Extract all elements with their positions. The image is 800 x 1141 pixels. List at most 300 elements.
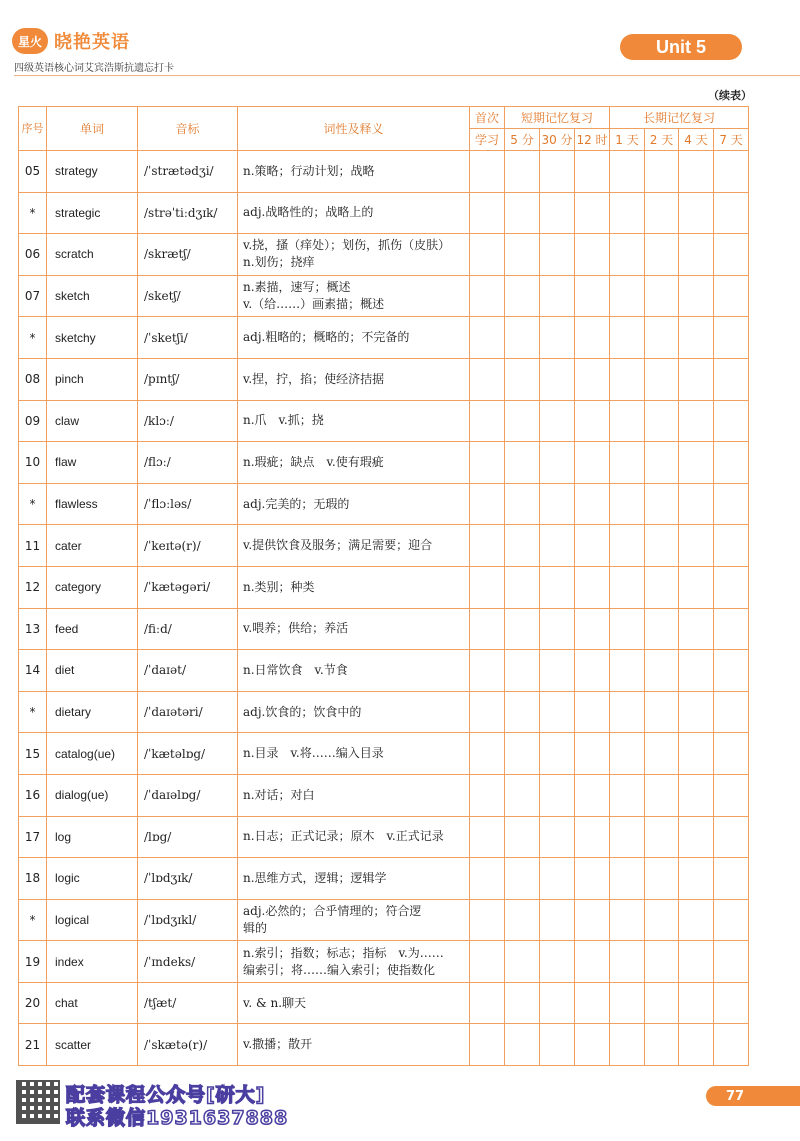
review-checkbox-cell <box>645 774 679 816</box>
word-number: * <box>19 192 47 234</box>
review-checkbox-cell <box>575 1024 610 1066</box>
table-row <box>19 442 749 484</box>
table-row <box>19 151 749 193</box>
table-row <box>19 650 749 692</box>
word-definition <box>238 151 470 193</box>
word-definition <box>238 442 470 484</box>
review-checkbox-cell <box>610 151 645 193</box>
review-checkbox-cell <box>610 525 645 567</box>
review-checkbox-cell <box>470 358 505 400</box>
word-definition <box>238 941 470 983</box>
definition-line: adj.完美的；无瑕的 <box>243 496 350 511</box>
brand-name: 晓艳英语 <box>54 32 130 53</box>
review-checkbox-cell <box>645 483 679 525</box>
word-phonetic: /ˈdaɪətəri/ <box>138 691 238 733</box>
definition-line: v. & n.聊天 <box>243 995 307 1010</box>
brand-logo: 星火 <box>12 28 48 54</box>
table-row <box>19 275 749 317</box>
word-text: catalog(ue) <box>47 733 138 775</box>
review-checkbox-cell <box>679 566 714 608</box>
word-text: logical <box>47 899 138 941</box>
review-checkbox-cell <box>679 483 714 525</box>
review-checkbox-cell <box>470 275 505 317</box>
word-text: flawless <box>47 483 138 525</box>
review-checkbox-cell <box>610 358 645 400</box>
review-checkbox-cell <box>470 816 505 858</box>
word-number: * <box>19 317 47 359</box>
word-text: cater <box>47 525 138 567</box>
review-checkbox-cell <box>679 151 714 193</box>
definition-line: n.瑕疵；缺点 v.使有瑕疵 <box>243 454 384 469</box>
word-phonetic: /pɪntʃ/ <box>138 358 238 400</box>
word-definition <box>238 400 470 442</box>
review-checkbox-cell <box>505 400 540 442</box>
review-checkbox-cell <box>575 234 610 276</box>
review-checkbox-cell <box>505 941 540 983</box>
vocabulary-table-body <box>19 151 749 1066</box>
word-phonetic: /ˈdaɪəlɒg/ <box>138 774 238 816</box>
review-checkbox-cell <box>714 483 749 525</box>
word-text: scatter <box>47 1024 138 1066</box>
footer-promo-line2: 联系微信1931637888 <box>66 1107 289 1129</box>
definition-line: adj.战略性的；战略上的 <box>243 205 374 220</box>
review-checkbox-cell <box>540 733 575 775</box>
col-long-term-header: 长期记忆复习 <box>610 107 749 129</box>
col-5min-header: 5 分 <box>505 129 540 151</box>
review-checkbox-cell <box>714 192 749 234</box>
word-phonetic: /ˈkætəlɒg/ <box>138 733 238 775</box>
col-1day-header: 1 天 <box>610 129 645 151</box>
table-row <box>19 317 749 359</box>
review-checkbox-cell <box>714 858 749 900</box>
review-checkbox-cell <box>540 1024 575 1066</box>
review-checkbox-cell <box>505 691 540 733</box>
review-checkbox-cell <box>679 941 714 983</box>
continued-label: （续表） <box>708 89 752 102</box>
table-row <box>19 774 749 816</box>
word-definition <box>238 982 470 1024</box>
review-checkbox-cell <box>575 982 610 1024</box>
review-checkbox-cell <box>714 358 749 400</box>
review-checkbox-cell <box>505 192 540 234</box>
review-checkbox-cell <box>679 1024 714 1066</box>
review-checkbox-cell <box>645 982 679 1024</box>
review-checkbox-cell <box>714 982 749 1024</box>
review-checkbox-cell <box>679 858 714 900</box>
review-checkbox-cell <box>505 774 540 816</box>
review-checkbox-cell <box>610 858 645 900</box>
review-checkbox-cell <box>505 317 540 359</box>
review-checkbox-cell <box>645 899 679 941</box>
word-definition <box>238 774 470 816</box>
review-checkbox-cell <box>679 691 714 733</box>
review-checkbox-cell <box>645 816 679 858</box>
review-checkbox-cell <box>610 566 645 608</box>
word-number: 20 <box>19 982 47 1024</box>
word-definition <box>238 858 470 900</box>
word-number: 05 <box>19 151 47 193</box>
review-checkbox-cell <box>610 275 645 317</box>
word-phonetic: /ˈkeɪtə(r)/ <box>138 525 238 567</box>
review-checkbox-cell <box>575 733 610 775</box>
word-phonetic: /ˈɪndeks/ <box>138 941 238 983</box>
review-checkbox-cell <box>470 858 505 900</box>
review-checkbox-cell <box>645 275 679 317</box>
review-checkbox-cell <box>575 608 610 650</box>
review-checkbox-cell <box>470 941 505 983</box>
review-checkbox-cell <box>470 982 505 1024</box>
col-num-header: 序号 <box>19 107 47 151</box>
word-definition <box>238 358 470 400</box>
col-2day-header: 2 天 <box>645 129 679 151</box>
col-first-study-header-a: 首次 <box>470 107 505 129</box>
review-checkbox-cell <box>470 899 505 941</box>
brand <box>12 28 130 54</box>
definition-line: v.挠，搔（痒处）；划伤，抓伤（皮肤） <box>243 238 451 253</box>
word-phonetic: /fiːd/ <box>138 608 238 650</box>
review-checkbox-cell <box>610 442 645 484</box>
definition-line: n.素描，速写；概述 <box>243 280 351 295</box>
table-row <box>19 358 749 400</box>
review-checkbox-cell <box>645 608 679 650</box>
unit-badge: Unit 5 <box>620 34 742 60</box>
word-text: dialog(ue) <box>47 774 138 816</box>
word-text: chat <box>47 982 138 1024</box>
review-checkbox-cell <box>610 234 645 276</box>
col-short-term-header: 短期记忆复习 <box>505 107 610 129</box>
word-phonetic: /ˈstrætədʒi/ <box>138 151 238 193</box>
review-checkbox-cell <box>505 1024 540 1066</box>
table-row <box>19 525 749 567</box>
word-text: sketch <box>47 275 138 317</box>
word-phonetic: /ˈskætə(r)/ <box>138 1024 238 1066</box>
review-checkbox-cell <box>714 1024 749 1066</box>
review-checkbox-cell <box>470 566 505 608</box>
review-checkbox-cell <box>714 566 749 608</box>
table-row <box>19 483 749 525</box>
definition-line: n.对话；对白 <box>243 787 315 802</box>
definition-line: n.日常饮食 v.节食 <box>243 662 348 677</box>
review-checkbox-cell <box>679 899 714 941</box>
review-checkbox-cell <box>505 525 540 567</box>
word-number: 21 <box>19 1024 47 1066</box>
word-number: 09 <box>19 400 47 442</box>
review-checkbox-cell <box>610 1024 645 1066</box>
table-row <box>19 608 749 650</box>
word-number: 11 <box>19 525 47 567</box>
review-checkbox-cell <box>505 275 540 317</box>
review-checkbox-cell <box>714 774 749 816</box>
review-checkbox-cell <box>610 733 645 775</box>
word-phonetic: /skrætʃ/ <box>138 234 238 276</box>
table-row <box>19 941 749 983</box>
definition-line: v.喂养；供给；养活 <box>243 621 349 636</box>
review-checkbox-cell <box>575 275 610 317</box>
word-text: index <box>47 941 138 983</box>
word-definition <box>238 483 470 525</box>
review-checkbox-cell <box>679 400 714 442</box>
review-checkbox-cell <box>540 691 575 733</box>
table-row <box>19 1024 749 1066</box>
page-subtitle: 四级英语核心词艾宾浩斯抗遗忘打卡 <box>14 63 174 74</box>
col-7day-header: 7 天 <box>714 129 749 151</box>
word-definition <box>238 525 470 567</box>
review-checkbox-cell <box>575 691 610 733</box>
review-checkbox-cell <box>540 608 575 650</box>
review-checkbox-cell <box>679 525 714 567</box>
word-definition <box>238 275 470 317</box>
word-number: 06 <box>19 234 47 276</box>
review-checkbox-cell <box>575 816 610 858</box>
word-definition <box>238 1024 470 1066</box>
table-row <box>19 899 749 941</box>
definition-line: v.（给……）画素描；概述 <box>243 297 385 312</box>
definition-line: n.策略；行动计划；战略 <box>243 163 375 178</box>
word-phonetic: /ˈdaɪət/ <box>138 650 238 692</box>
word-definition <box>238 566 470 608</box>
table-row <box>19 691 749 733</box>
review-checkbox-cell <box>575 858 610 900</box>
review-checkbox-cell <box>575 483 610 525</box>
table-row <box>19 858 749 900</box>
definition-line: n.类别；种类 <box>243 579 315 594</box>
word-number: 14 <box>19 650 47 692</box>
review-checkbox-cell <box>645 858 679 900</box>
review-checkbox-cell <box>610 816 645 858</box>
table-row <box>19 733 749 775</box>
review-checkbox-cell <box>540 941 575 983</box>
review-checkbox-cell <box>505 358 540 400</box>
definition-line: n.划伤；挠痒 <box>243 255 315 270</box>
review-checkbox-cell <box>610 941 645 983</box>
review-checkbox-cell <box>470 525 505 567</box>
review-checkbox-cell <box>679 816 714 858</box>
col-30min-header: 30 分 <box>540 129 575 151</box>
col-word-header: 单词 <box>47 107 138 151</box>
review-checkbox-cell <box>610 608 645 650</box>
review-checkbox-cell <box>470 1024 505 1066</box>
word-definition <box>238 317 470 359</box>
table-row <box>19 982 749 1024</box>
review-checkbox-cell <box>645 151 679 193</box>
review-checkbox-cell <box>540 566 575 608</box>
review-checkbox-cell <box>575 400 610 442</box>
review-checkbox-cell <box>575 941 610 983</box>
review-checkbox-cell <box>470 442 505 484</box>
review-checkbox-cell <box>645 400 679 442</box>
definition-line: adj.必然的；合乎情理的；符合逻 <box>243 903 422 918</box>
word-text: claw <box>47 400 138 442</box>
table-row <box>19 192 749 234</box>
review-checkbox-cell <box>714 608 749 650</box>
review-checkbox-cell <box>540 982 575 1024</box>
review-checkbox-cell <box>575 442 610 484</box>
review-checkbox-cell <box>679 317 714 359</box>
review-checkbox-cell <box>540 525 575 567</box>
word-definition <box>238 691 470 733</box>
table-row <box>19 816 749 858</box>
word-text: dietary <box>47 691 138 733</box>
word-text: flaw <box>47 442 138 484</box>
review-checkbox-cell <box>575 151 610 193</box>
review-checkbox-cell <box>505 899 540 941</box>
review-checkbox-cell <box>540 858 575 900</box>
review-checkbox-cell <box>645 442 679 484</box>
review-checkbox-cell <box>575 525 610 567</box>
review-checkbox-cell <box>470 691 505 733</box>
review-checkbox-cell <box>610 317 645 359</box>
col-definition-header: 词性及释义 <box>238 107 470 151</box>
word-number: * <box>19 691 47 733</box>
review-checkbox-cell <box>610 899 645 941</box>
review-checkbox-cell <box>470 234 505 276</box>
review-checkbox-cell <box>645 317 679 359</box>
word-phonetic: /ˈkætəgəri/ <box>138 566 238 608</box>
word-phonetic: /sketʃ/ <box>138 275 238 317</box>
review-checkbox-cell <box>505 650 540 692</box>
review-checkbox-cell <box>714 650 749 692</box>
review-checkbox-cell <box>575 650 610 692</box>
review-checkbox-cell <box>575 774 610 816</box>
review-checkbox-cell <box>470 650 505 692</box>
review-checkbox-cell <box>679 982 714 1024</box>
table-header-row <box>19 107 749 129</box>
review-checkbox-cell <box>610 774 645 816</box>
review-checkbox-cell <box>679 358 714 400</box>
word-number: * <box>19 899 47 941</box>
review-checkbox-cell <box>645 192 679 234</box>
review-checkbox-cell <box>714 234 749 276</box>
review-checkbox-cell <box>714 733 749 775</box>
definition-line: n.索引；指数；标志；指标 v.为…… <box>243 945 444 960</box>
review-checkbox-cell <box>714 691 749 733</box>
review-checkbox-cell <box>540 358 575 400</box>
review-checkbox-cell <box>679 234 714 276</box>
table-row <box>19 400 749 442</box>
review-checkbox-cell <box>714 941 749 983</box>
word-text: category <box>47 566 138 608</box>
footer-promo-line1: 配套课程公众号[研大] <box>66 1084 266 1106</box>
word-number: 18 <box>19 858 47 900</box>
word-number: 15 <box>19 733 47 775</box>
review-checkbox-cell <box>679 192 714 234</box>
word-number: 07 <box>19 275 47 317</box>
review-checkbox-cell <box>679 275 714 317</box>
review-checkbox-cell <box>540 275 575 317</box>
word-text: log <box>47 816 138 858</box>
review-checkbox-cell <box>575 192 610 234</box>
definition-line: adj.饮食的；饮食中的 <box>243 704 362 719</box>
review-checkbox-cell <box>470 317 505 359</box>
review-checkbox-cell <box>610 982 645 1024</box>
word-definition <box>238 192 470 234</box>
word-text: diet <box>47 650 138 692</box>
col-12h-header: 12 时 <box>575 129 610 151</box>
review-checkbox-cell <box>714 816 749 858</box>
word-phonetic: /ˈsketʃi/ <box>138 317 238 359</box>
review-checkbox-cell <box>645 1024 679 1066</box>
word-text: logic <box>47 858 138 900</box>
review-checkbox-cell <box>505 566 540 608</box>
word-number: 12 <box>19 566 47 608</box>
definition-line: n.思维方式，逻辑；逻辑学 <box>243 870 387 885</box>
definition-line: 辑的 <box>243 920 268 935</box>
review-checkbox-cell <box>540 774 575 816</box>
review-checkbox-cell <box>540 442 575 484</box>
word-number: 17 <box>19 816 47 858</box>
word-number: 16 <box>19 774 47 816</box>
definition-line: v.撒播；散开 <box>243 1037 313 1052</box>
review-checkbox-cell <box>679 608 714 650</box>
col-phonetic-header: 音标 <box>138 107 238 151</box>
definition-line: adj.粗略的；概略的；不完备的 <box>243 330 410 345</box>
definition-line: 编索引；将……编入索引；使指数化 <box>243 962 436 977</box>
review-checkbox-cell <box>645 358 679 400</box>
review-checkbox-cell <box>540 816 575 858</box>
word-text: strategy <box>47 151 138 193</box>
review-checkbox-cell <box>714 899 749 941</box>
word-definition <box>238 234 470 276</box>
review-checkbox-cell <box>714 275 749 317</box>
review-checkbox-cell <box>610 483 645 525</box>
word-definition <box>238 816 470 858</box>
review-checkbox-cell <box>575 899 610 941</box>
word-phonetic: /lɒg/ <box>138 816 238 858</box>
review-checkbox-cell <box>505 234 540 276</box>
col-4day-header: 4 天 <box>679 129 714 151</box>
word-definition <box>238 608 470 650</box>
table-row <box>19 234 749 276</box>
word-phonetic: /tʃæt/ <box>138 982 238 1024</box>
review-checkbox-cell <box>645 941 679 983</box>
review-checkbox-cell <box>575 566 610 608</box>
review-checkbox-cell <box>714 525 749 567</box>
review-checkbox-cell <box>470 151 505 193</box>
review-checkbox-cell <box>505 151 540 193</box>
review-checkbox-cell <box>575 317 610 359</box>
word-phonetic: /ˈflɔːləs/ <box>138 483 238 525</box>
definition-line: n.爪 v.抓；挠 <box>243 413 324 428</box>
review-checkbox-cell <box>505 608 540 650</box>
word-number: 10 <box>19 442 47 484</box>
review-checkbox-cell <box>679 774 714 816</box>
word-number: 19 <box>19 941 47 983</box>
word-phonetic: /ˈlɒdʒɪk/ <box>138 858 238 900</box>
word-phonetic: /flɔː/ <box>138 442 238 484</box>
definition-line: n.日志；正式记录；原木 v.正式记录 <box>243 829 444 844</box>
review-checkbox-cell <box>645 525 679 567</box>
review-checkbox-cell <box>505 982 540 1024</box>
vocabulary-table <box>18 106 749 1066</box>
col-first-study-header-b: 学习 <box>470 129 505 151</box>
word-definition <box>238 650 470 692</box>
review-checkbox-cell <box>610 691 645 733</box>
word-definition <box>238 733 470 775</box>
review-checkbox-cell <box>470 774 505 816</box>
review-checkbox-cell <box>540 483 575 525</box>
word-number: 08 <box>19 358 47 400</box>
word-text: scratch <box>47 234 138 276</box>
review-checkbox-cell <box>575 358 610 400</box>
review-checkbox-cell <box>540 192 575 234</box>
review-checkbox-cell <box>645 650 679 692</box>
review-checkbox-cell <box>714 317 749 359</box>
review-checkbox-cell <box>645 691 679 733</box>
review-checkbox-cell <box>714 151 749 193</box>
review-checkbox-cell <box>505 442 540 484</box>
word-phonetic: /ˈlɒdʒɪkl/ <box>138 899 238 941</box>
review-checkbox-cell <box>645 733 679 775</box>
